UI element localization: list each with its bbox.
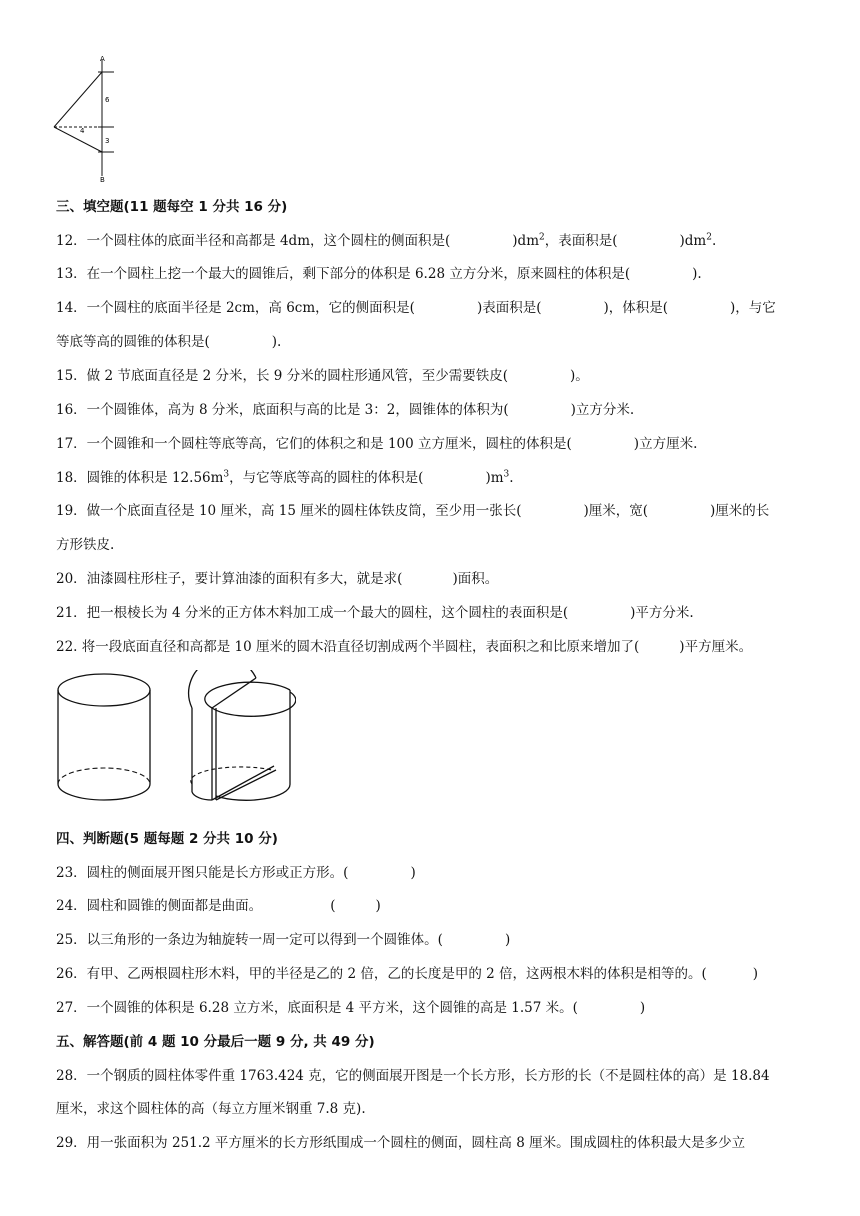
hidden-bottom-dashed <box>191 767 272 784</box>
cut-face-bottom <box>212 766 274 800</box>
question-23: 23．圆柱的侧面展开图只能是长方形或正方形。( ) <box>56 865 416 881</box>
question-21: 21．把一根棱长为 4 分米的正方体木料加工成一个最大的圆柱，这个圆柱的表面积是( )平方分米. <box>56 605 694 621</box>
cylinder-bottom-front <box>58 784 150 800</box>
cylinder-bottom-back-dashed <box>58 768 150 784</box>
section-5-heading: 五、解答题(前 4 题 10 分最后一题 9 分, 共 49 分) <box>56 1034 375 1050</box>
question-14-cont: 等底等高的圆锥的体积是( ). <box>56 334 282 350</box>
front-bottom <box>192 792 212 800</box>
section-4-heading: 四、判断题(5 题每题 2 分共 10 分) <box>56 831 278 847</box>
question-28-cont: 厘米，求这个圆柱体的高（每立方厘米钢重 7.8 克). <box>56 1101 366 1117</box>
section-3-heading: 三、填空题(11 题每空 1 分共 16 分) <box>56 199 288 215</box>
question-24: 24．圆柱和圆锥的侧面都是曲面。 ( ) <box>56 898 381 914</box>
question-14: 14．一个圆柱的底面半径是 2cm，高 6cm，它的侧面积是( )表面积是( )，体积是( )，与它 <box>56 300 776 316</box>
question-12: 12．一个圆柱体的底面半径和高都是 4dm，这个圆柱的侧面积是( )$dm^2$，表面积是( )$dm^2$. <box>56 232 717 249</box>
triangle-rotation-figure <box>50 54 130 184</box>
question-29: 29．用一张面积为 251.2 平方厘米的长方形纸围成一个圆柱的侧面，圆柱高 8 厘米。围成圆柱的体积最大是多少立 <box>56 1135 746 1151</box>
question-26: 26．有甲、乙两根圆柱形木料，甲的半径是乙的 2 倍，乙的长度是甲的 2 倍，这两根木料的体积是相等的。( ) <box>56 966 759 982</box>
cut-face-bottom-2 <box>216 770 276 800</box>
question-19-cont: 方形铁皮. <box>56 537 115 553</box>
triangle-lower-edge <box>54 127 102 152</box>
question-20: 20．油漆圆柱形柱子，要计算油漆的面积有多大，就是求( )面积。 <box>56 571 499 587</box>
cylinder-top-ellipse <box>58 674 150 706</box>
question-13: 13．在一个圆柱上挖一个最大的圆锥后，剩下部分的体积是 6.28 立方分米，原来圆柱的体积是( ). <box>56 266 702 282</box>
question-16: 16．一个圆锥体，高为 8 分米，底面积与高的比是 3：2，圆锥体的体积为( )立方分米. <box>56 402 635 418</box>
question-22: 22. 将一段底面直径和高都是 10 厘米的圆木沿直径切割成两个半圆柱，表面积之和比原来增加了( )平方厘米。 <box>56 639 753 655</box>
label-b: B <box>100 176 105 184</box>
question-19: 19．做一个底面直径是 10 厘米，高 15 厘米的圆柱体铁皮筒，至少用一张长( )厘米，宽( )厘米的长 <box>56 503 770 519</box>
front-half-top <box>189 670 256 708</box>
question-18: 18．圆锥的体积是 $12.56m^3$，与它等底等高的圆柱的体积是( )$m^3$. <box>56 469 514 486</box>
label-a: A <box>100 55 105 63</box>
label-4: 4 <box>80 127 85 135</box>
front-half-cut-top <box>212 678 256 708</box>
question-17: 17．一个圆锥和一个圆柱等底等高，它们的体积之和是 100 立方厘米，圆柱的体积是( )立方厘米. <box>56 436 698 452</box>
split-cylinder-figure <box>186 670 296 810</box>
question-25: 25．以三角形的一条边为轴旋转一周一定可以得到一个圆锥体。( ) <box>56 932 511 948</box>
label-3: 3 <box>105 137 110 145</box>
question-15: 15．做 2 节底面直径是 2 分米，长 9 分米的圆柱形通风管，至少需要铁皮( )。 <box>56 368 589 384</box>
question-27: 27．一个圆锥的体积是 6.28 立方米，底面积是 4 平方米，这个圆锥的高是 1.57 米。( ) <box>56 1000 646 1016</box>
question-28: 28．一个钢质的圆柱体零件重 1763.424 克，它的侧面展开图是一个长方形，长方形的长（不是圆柱体的高）是 18.84 <box>56 1068 770 1084</box>
label-6: 6 <box>105 96 110 104</box>
triangle-upper-edge <box>54 72 102 127</box>
cylinder-figure <box>54 670 158 810</box>
back-half-top-front <box>212 692 296 716</box>
